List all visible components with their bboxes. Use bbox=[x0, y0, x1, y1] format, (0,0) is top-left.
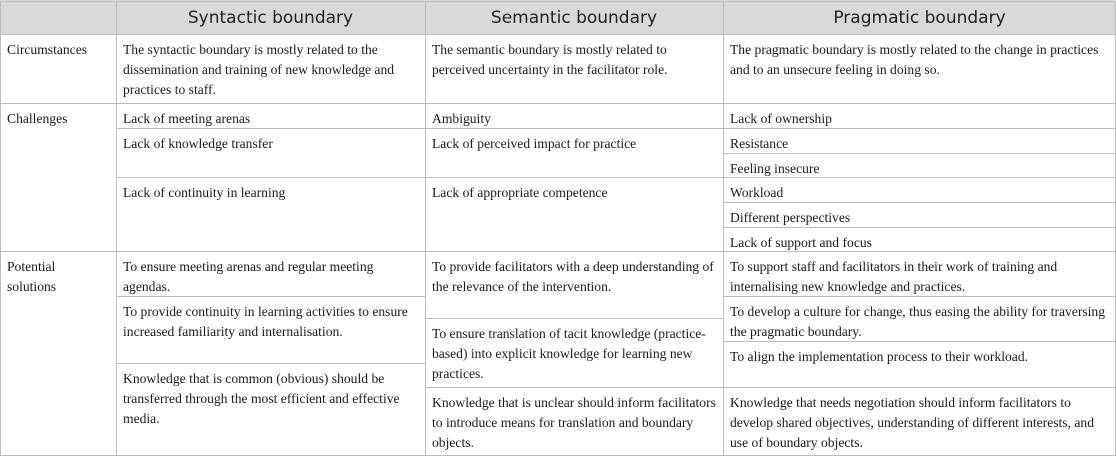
challenge-syntactic-item: Lack of continuity in learning bbox=[123, 185, 286, 200]
challenge-pragmatic-item: Feeling insecure bbox=[730, 161, 820, 176]
challenge-semantic-item: Lack of appropriate competence bbox=[432, 185, 608, 200]
row-rule-challenges bbox=[0, 251, 1116, 252]
challenge-pragmatic-item: Resistance bbox=[730, 136, 789, 151]
cell-rule bbox=[116, 128, 723, 129]
challenge-syntactic-item: Lack of meeting arenas bbox=[123, 111, 251, 126]
challenge-pragmatic-item: Lack of ownership bbox=[730, 111, 832, 126]
row-label-challenges: Challenges bbox=[7, 111, 68, 126]
header-semantic: Semantic boundary bbox=[425, 0, 723, 34]
table-left-rule bbox=[0, 1, 1, 456]
cell-rule bbox=[723, 128, 1116, 129]
row-label-potential-solutions: Potential solutions bbox=[7, 259, 57, 294]
cell-rule bbox=[723, 341, 1116, 342]
circumstances-pragmatic: The pragmatic boundary is mostly related to the change in practices and to an unsecure feeling in doing so. bbox=[730, 42, 1099, 77]
challenge-pragmatic-item: Different perspectives bbox=[730, 210, 851, 225]
column-rule bbox=[116, 1, 117, 456]
table-top-rule bbox=[0, 1, 1116, 2]
challenge-semantic-item: Lack of perceived impact for practice bbox=[432, 136, 637, 151]
circumstances-semantic: The semantic boundary is mostly related to perceived uncertainty in the facilitator role. bbox=[432, 42, 668, 77]
solution-semantic-item: To ensure translation of tacit knowledge (practice-based) into explicit knowledge for learning new practices. bbox=[432, 326, 706, 381]
solution-semantic-item: To provide facilitators with a deep understanding of the relevance of the intervention. bbox=[432, 259, 714, 294]
solution-syntactic-item: Knowledge that is common (obvious) should be transferred through the most efficient and effective media. bbox=[123, 371, 400, 426]
column-rule bbox=[723, 1, 724, 456]
row-rule-circumstances bbox=[0, 103, 1116, 104]
cell-rule bbox=[425, 318, 723, 319]
cell-rule bbox=[425, 387, 1116, 388]
solution-semantic-item: Knowledge that is unclear should inform facilitators to introduce means for translation and boundary objects. bbox=[432, 395, 716, 450]
cell-rule bbox=[116, 363, 425, 364]
cell-rule bbox=[723, 153, 1116, 154]
solution-pragmatic-item: To support staff and facilitators in their work of training and internalising new knowledge and practices. bbox=[730, 259, 1058, 294]
cell-rule bbox=[723, 296, 1116, 297]
solution-pragmatic-item: Knowledge that needs negotiation should inform facilitators to develop shared objectives, understanding of different interests, and use of boundary objects. bbox=[730, 395, 1095, 450]
cell-rule bbox=[116, 296, 425, 297]
cell-rule bbox=[723, 227, 1116, 228]
cell-rule bbox=[723, 202, 1116, 203]
solution-pragmatic-item: To develop a culture for change, thus easing the ability for traversing the pragmatic boundary. bbox=[730, 304, 1106, 339]
solution-syntactic-item: To provide continuity in learning activities to ensure increased familiarity and internalisation. bbox=[123, 304, 408, 339]
header-syntactic: Syntactic boundary bbox=[116, 0, 425, 34]
column-rule bbox=[425, 1, 426, 456]
cell-rule bbox=[116, 177, 1116, 178]
header-rule bbox=[0, 34, 1116, 35]
challenge-pragmatic-item: Lack of support and focus bbox=[730, 235, 872, 250]
solution-pragmatic-item: To align the implementation process to their workload. bbox=[730, 349, 1029, 364]
row-label-circumstances: Circumstances bbox=[7, 42, 88, 57]
solution-syntactic-item: To ensure meeting arenas and regular meeting agendas. bbox=[123, 259, 374, 294]
challenge-syntactic-item: Lack of knowledge transfer bbox=[123, 136, 273, 151]
header-pragmatic: Pragmatic boundary bbox=[723, 0, 1116, 34]
header-empty-cell bbox=[0, 0, 116, 34]
challenge-semantic-item: Ambiguity bbox=[432, 111, 491, 126]
challenge-pragmatic-item: Workload bbox=[730, 185, 784, 200]
table-bottom-rule bbox=[0, 455, 1116, 456]
circumstances-syntactic: The syntactic boundary is mostly related to the dissemination and training of new knowledge and practices to staff. bbox=[123, 42, 395, 97]
